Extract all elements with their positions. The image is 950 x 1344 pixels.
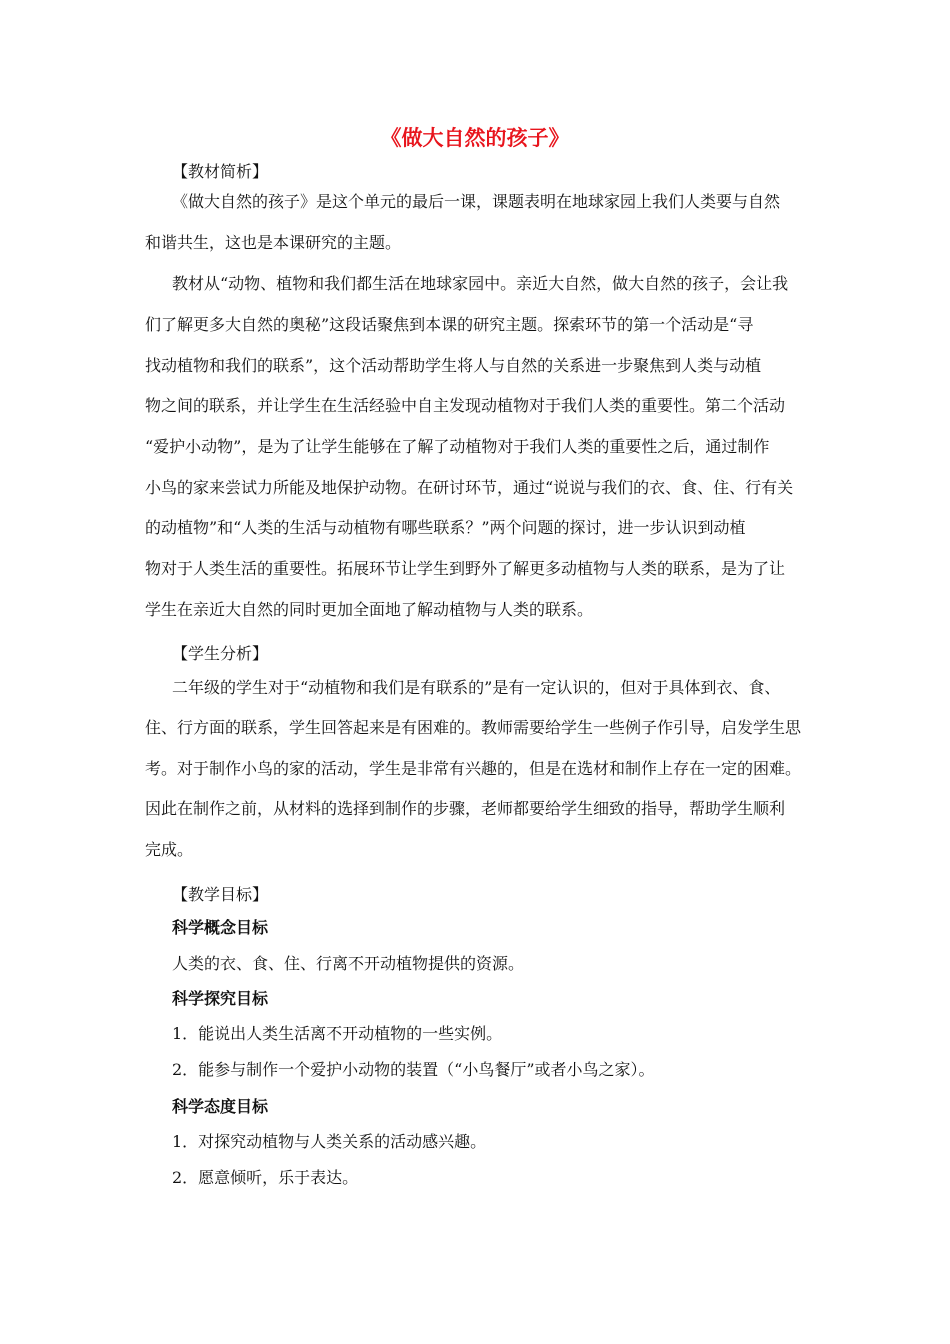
paragraph-line: 的动植物”和“人类的生活与动植物有哪些联系？”两个问题的探讨，进一步认识到动植	[145, 518, 746, 537]
paragraph-line: 考。对于制作小鸟的家的活动，学生是非常有兴趣的，但是在选材和制作上存在一定的困难。	[145, 759, 802, 778]
document-title: 《做大自然的孩子》	[380, 125, 570, 150]
subheading-inquiry-goals: 科学探究目标	[172, 989, 269, 1008]
section-heading-student-analysis: 【学生分析】	[172, 644, 269, 663]
paragraph-line: 教材从“动物、植物和我们都生活在地球家园中。亲近大自然，做大自然的孩子，会让我	[172, 274, 789, 293]
goal-list-item: 2．能参与制作一个爱护小动物的装置（“小鸟餐厅”或者小鸟之家）。	[172, 1060, 655, 1079]
goal-list-item: 1．对探究动植物与人类关系的活动感兴趣。	[172, 1132, 487, 1151]
paragraph-line: “爱护小动物”，是为了让学生能够在了解了动植物对于我们人类的重要性之后，通过制作	[145, 437, 770, 456]
paragraph-line: 物之间的联系，并让学生在生活经验中自主发现动植物对于我们人类的重要性。第二个活动	[145, 396, 786, 415]
paragraph-line: 学生在亲近大自然的同时更加全面地了解动植物与人类的联系。	[145, 600, 594, 619]
paragraph-line: 物对于人类生活的重要性。拓展环节让学生到野外了解更多动植物与人类的联系，是为了让	[145, 559, 786, 578]
paragraph-line: 《做大自然的孩子》是这个单元的最后一课，课题表明在地球家园上我们人类要与自然	[172, 192, 781, 211]
goal-list-item: 2．愿意倾听，乐于表达。	[172, 1168, 359, 1187]
paragraph-line: 和谐共生，这也是本课研究的主题。	[145, 233, 402, 252]
goal-text: 人类的衣、食、住、行离不开动植物提供的资源。	[172, 954, 525, 973]
paragraph-line: 们了解更多大自然的奥秘”这段话聚焦到本课的研究主题。探索环节的第一个活动是“寻	[145, 315, 754, 334]
goal-list-item: 1．能说出人类生活离不开动植物的一些实例。	[172, 1024, 503, 1043]
paragraph-line: 找动植物和我们的联系”，这个活动帮助学生将人与自然的关系进一步聚焦到人类与动植	[145, 356, 762, 375]
paragraph-line: 住、行方面的联系，学生回答起来是有困难的。教师需要给学生一些例子作引导，启发学生思	[145, 718, 802, 737]
subheading-attitude-goals: 科学态度目标	[172, 1097, 269, 1116]
paragraph-line: 因此在制作之前，从材料的选择到制作的步骤，老师都要给学生细致的指导，帮助学生顺利	[145, 799, 786, 818]
paragraph-line: 二年级的学生对于“动植物和我们是有联系的”是有一定认识的，但对于具体到衣、食、	[172, 678, 781, 697]
section-heading-teaching-goals: 【教学目标】	[172, 885, 269, 904]
paragraph-line: 完成。	[145, 840, 194, 859]
section-heading-textbook-analysis: 【教材简析】	[172, 162, 269, 181]
paragraph-line: 小鸟的家来尝试力所能及地保护动物。在研讨环节，通过“说说与我们的衣、食、住、行有关	[145, 478, 794, 497]
subheading-concept-goals: 科学概念目标	[172, 918, 269, 937]
